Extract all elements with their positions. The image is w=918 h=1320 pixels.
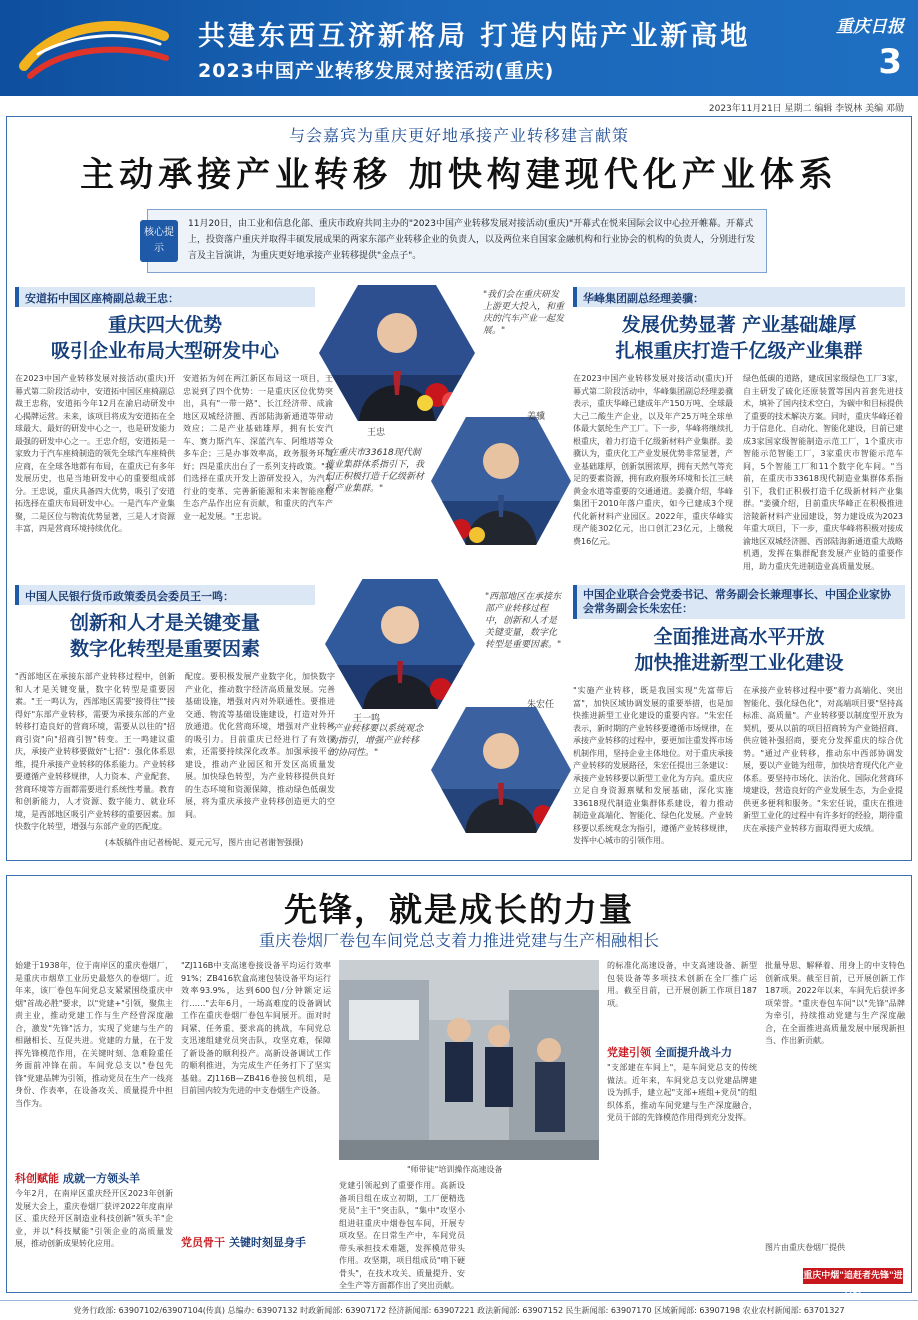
photo-name-wangyiming: 王一鸣 <box>353 714 381 724</box>
subhead-text: 全面提升战斗力 <box>655 1046 732 1059</box>
bottom-subhead-4 <box>607 1044 736 1060</box>
card-title-line2: 扎根重庆打造千亿级产业集群 <box>615 340 863 362</box>
banner-title: 共建东西互济新格局 打造内陆产业新高地 <box>198 21 751 52</box>
card-title-line1: 发展优势显著 产业基础雄厚 <box>621 314 857 336</box>
card-body-b: 安道拓为何在两江新区布局这一项目，王忠说到了四个优势：一是重庆区位优势突出，具有"一带一路"、长江经济带、成渝地区双城经济圈、西部陆海新通道等带动效应；二是产业基础雄厚，拥有长安汽车、赛力斯汽车、深蓝汽车、阿维塔等众多车企；三是办事效率高，政务服务环境好；四是重庆出台了一系列支持政策。"我们选择在重庆开发上游研发投入，为汽车行业的变革、完善新能源和未来智能座舱生态产品作出应有贡献，和重庆的汽车产业一起发展。"王忠说。 <box>183 374 333 521</box>
card-body-b: 在承接产业转移过程中要"着力高端化、突出智能化、强化绿色化"，对高端项目要"坚持高标准、高质量"。产业转移要以制度型开放为契机，要从以前的项目招商转为产业链招商、供应链补强招商，要充分发挥重庆的综合优势。"通过产业转移，推动东中西部协调发展，要以产业链为纽带，加快培育现代化产业体系。要坚持市场化、法治化、国际化营商环境建设，营造良好的产业发展生态，为企业提供更多便利和服务。"朱宏任说，重庆在推进新型工业化的过程中有许多好的经验，期待重庆在承接产业转移方面取得更大成绩。 <box>743 686 903 833</box>
quote-wangzhong: "我们会在重庆研发上游更大投入，和重庆的汽车产业一起发展。" <box>483 290 565 336</box>
quote-wangyiming: "西部地区在承接东部产业转移过程中，创新和人才是关键变量，数字化转型是重要因素。" <box>485 592 562 650</box>
card-body-b: 配度。要积极发展产业数字化，加快数字产业化，推动数字经济高质量发展。完善基础设施，增强对内对外联通性。要推进交通、物流等基础设施建设，打造对外开放通道。优化营商环境，增强对产业转移的吸引力。目前重庆已经进行了有效探索，还需要持续深化改革。加强承接平台建设，推动产业园区和开发区高质量发展。加快绿色转型，为产业转移提供良好的生态环境和资源保障，推动绿色低碳发展，将为重庆承接产业转移创造更大的空间。 <box>185 672 335 819</box>
subhead-label: 党员骨干 <box>181 1236 225 1249</box>
event-logo-icon <box>14 6 174 90</box>
bottom-subheadline: 重庆卷烟厂卷包车间党总支着力推进党建与生产相融相长 <box>258 931 659 950</box>
bottom-feature-section <box>6 875 912 1297</box>
dateline: 2023年11月21日 星期二 编辑 李锐林 美编 邓勋 <box>708 104 904 114</box>
card-body-a: "西部地区在承接东部产业转移过程中，创新和人才是关键变量，数字化转型是重要因素。"王一鸣认为，西部地区需要"接得住""接得好"东部产业转移，需要为承接东部的产业转移打造良好的营商环境，需要从以往的"招商引资"向"招商引智"转变。王一鸣建议重庆，承接产业转移要做好"七招"：强化体系思维，提升承接产业转移的体系能力。产业转移要遵循产业转移规律，人力资本、产业配套、营商环境等方面都需要进行系统性考量。教育和创新能力，人才资源、数字能力、就业环境，是西部地区吸引产业转移的重要因素。加快数字化转型，增强与东部产业的匹配度。 <box>15 672 175 831</box>
speaker-role: 中国人民银行货币政策委员会委员王一鸣： <box>15 585 315 605</box>
quote-jiangji: "在重庆市33618现代制造业集群体系指引下，我们正积极打造千亿级新材料产业集群。" <box>325 448 425 494</box>
photo-zhuhongren <box>431 707 571 833</box>
paper-name: 重庆日报 <box>836 17 904 37</box>
speaker-role: 安道拓中国区座椅副总裁王忠： <box>15 287 315 307</box>
card-title-line2: 数字化转型是重要因素 <box>69 638 260 660</box>
subhead-text: 成就一方领头羊 <box>63 1172 140 1185</box>
banner-subtitle: 2023中国产业转移发展对接活动(重庆) <box>198 60 555 82</box>
bottom-col4-text2: "支部建在车间上"，是车间党总支的传统做法。近年来，车间党总支以党建品牌建设为抓手，建立起"支部+班组+党员"的组织体系，推动车间党建与生产深度融合，党员干部的先锋模范作用得到充分发挥。 <box>607 1063 757 1122</box>
subhead-label: 科创赋能 <box>15 1172 59 1185</box>
event-banner <box>0 0 918 96</box>
speaker-card-zhuhongren <box>573 585 905 855</box>
series-badge: 重庆中烟"追赶者先锋"进行时 <box>803 1268 903 1284</box>
card-body-a: "实施产业转移，既是我国实现"先富带后富"，加快区域协调发展的重要举措，也是加快推进新型工业化建设的重要内容。"朱宏任表示，新时期的产业转移要遵循市场规律，在承接产业转移的过程中，要更加注重发挥市场机制作用，坚持企业主体地位。对于重庆承接产业转移的发展路径，朱宏任提出三条建议：承接产业转移要以新型工业化为方向。重庆应立足自身资源禀赋和发展基础，深化实施33618现代制造业集群体系建设，着力推动制造业高端化、智能化、绿色化发展。产业转移要以系统观念为指引，遵循产业转移规律，发挥中心城市的引领作用。 <box>573 686 733 845</box>
card-title-line2: 加快推进新型工业化建设 <box>634 652 844 674</box>
core-tag: 核心提示 <box>140 220 178 262</box>
page-footer: 党务行政部: 63907102/63907104(传真) 总编办: 63907132 时政新闻部: 63907172 经济新闻部: 63907221 政法新闻部: 63907152 民生新闻部: 63907170 区域新闻部: 63907198 农业农村新闻部: 63701327 <box>0 1300 918 1320</box>
card-body-b: 绿色低碳的道路，建成国家级绿色工厂3家，自主研发了硫化还原装置等国内首套先进技术，填补了国内技术空白，为碳中和目标提供了重要的技术解决方案。同时，重庆华峰还着力于信息化、自动化、智能化建设，目前已建成3家国家级智能制造示范工厂，1个重庆市智能示范智能工厂，3家重庆市智能示范车间，5个智能工厂和11个数字化车间。"当前，在重庆市33618现代制造业集群体系指引下，我们正积极打造千亿级新材料产业集群。"姜骥介绍，目前重庆华峰正在积极推进涪陵新材料产业园建设，努力建设成为2023年重大项目，下一步，重庆华峰将积极对接成渝地区双城经济圈、西部陆海新通道重大战略机遇，发挥在集群配套发展产业链的重要作用，助力重庆先进制造业高质量发展。 <box>743 374 903 571</box>
bottom-headline: 先锋，就是成长的力量 <box>284 890 634 929</box>
bottom-subhead-1 <box>15 1170 144 1186</box>
speaker-card-jiangji <box>573 287 905 572</box>
card-title-line1: 创新和人才是关键变量 <box>69 612 260 634</box>
article-credit: (本版稿件由记者杨铌、夏元元写，图片由记者谢智强摄) <box>105 838 304 847</box>
bottom-col4-text: 的标准化高速设备，中支高速设备、新型包装设备等多项技术创新在全厂推广运用。截至目前，已开展创新工作项目187项。 <box>607 961 757 1008</box>
core-text: 11月20日，由工业和信息化部、重庆市政府共同主办的"2023中国产业转移发展对接活动(重庆)"开幕式在悦来国际会议中心拉开帷幕。开幕式上，投资落户重庆并取得丰硕发展成果的两家东部产业转移企业的负责人，以及两位来自国家金融机构和行业协会的机构的负责人，分别进行发言及主旨演讲，为重庆更好地承接产业转移提供"金点子"。 <box>188 219 756 261</box>
bottom-col1-text: 始建于1938年，位于南岸区的重庆卷烟厂，是重庆市烟草工业历史最悠久的卷烟厂。近年来，该厂卷包车间党总支紧紧围绕重庆中烟"首战必胜"要求，以"党建+"引领，聚焦主责主业，推动党建工作与生产经营深度融合，激发"先锋"活力，实现了党建与生产的相融相长、互促共进。党建的力量，在于发挥先锋模范作用，在关键时刻、急难险重任务面前冲锋在前。车间党总支以"卷包先锋"党建品牌为引领，推动党员在生产一线亮身份、作表率，在设备攻关、质量提升中担当作为。 <box>15 961 173 1108</box>
core-summary-box <box>144 209 767 273</box>
bottom-subhead-2 <box>181 1234 310 1250</box>
photo-name-zhuhongren: 朱宏任 <box>527 700 555 710</box>
bottom-col5-text: 批量导思、解释着、用身上的中支特色创新成果。截至目前，已开展创新工作187项。2022年以来，车间先后获评多项荣誉。"重庆卷包车间"以"先锋"品牌为牵引，持续推动党建与生产深度融合，在全面推进高质量发展中展现新担当、作出新贡献。 <box>765 961 905 1045</box>
bottom-col1-text2: 今年2月，在南岸区重庆经开区2023年创新发展大会上，重庆卷烟厂获评2022年度南岸区、重庆经开区制造业科技创新"领头羊"企业，并以"科技赋能"引领企业的高质量发展，推动创新成果转化应用。 <box>15 1189 173 1248</box>
speaker-role: 华峰集团副总经理姜骥： <box>573 287 905 307</box>
quote-zhuhongren: "产业转移要以系统观念为指引，增强产业转移的协同性。" <box>329 724 424 758</box>
top-kicker: 与会嘉宾为重庆更好地承接产业转移建言献策 <box>288 126 629 145</box>
bottom-col2-text: "ZJ116B中支高速卷接设备平均运行效率91%；ZB416软盒高速包装设备平均运行效率93.9%，达到600包/分钟额定运行……"去年6月，一场高难度的设备调试工作在重庆卷烟厂卷包车间展开。面对时间紧、任务重、要求高的挑战，车间党总支迅速组建党员突击队，攻坚克难，保障了新设备的顺利投产。高新设备调试工作的顺利推进，为完成生产任务打下了坚实基础。ZJ116B—ZB416卷接包机组，是目前国内较为先进的中支卷烟生产设备。 <box>181 961 331 1095</box>
photo-name-jiangji: 姜骥 <box>527 412 546 422</box>
bottom-col3-text: 党建引领起到了重要作用。高新设备项目组在成立初期，工厂便精选党员"主干"突击队，"集中"攻坚小组进驻重庆中烟卷包车间，开展专项攻坚。在日常生产中，车间党员带头承担技术难题，发挥模范带头作用。攻坚期，项目组成员"啃下硬骨头"，在技术攻关、质量提升、安全生产等方面都作出了突出贡献。 <box>339 1181 465 1290</box>
photo-workshop <box>339 960 599 1160</box>
card-title-line1: 全面推进高水平开放 <box>653 626 825 648</box>
card-title-line1: 重庆四大优势 <box>107 314 222 336</box>
photo-name-wangzhong: 王忠 <box>367 428 386 438</box>
subhead-label: 党建引领 <box>607 1046 651 1059</box>
card-body-a: 在2023中国产业转移发展对接活动(重庆)开幕式第二阶段活动中，华峰集团副总经理姜骥表示，重庆华峰已建成年产150万吨、全球最大己二酸生产企业，以及年产25万吨全球单体最大氨纶生产工厂。下一步，华峰将继续扎根重庆，着力打造千亿级新材料产业集群。姜骥认为，重庆化工产业发展优势非常显著，产业基础雄厚，创新氛围浓厚，拥有天然气等充足的要素资源，拥有政府服务环境和长江三峡黄金水道等重要的交通通道。姜骥介绍，华峰集团于2010年落户重庆，如今已建成3个现代化新材料产业园区。2022年，重庆华峰实现产能302亿元，出口创汇23亿元，上缴税费16亿元。 <box>573 374 733 546</box>
page-number: 3 <box>878 42 902 82</box>
card-title-line2: 吸引企业布局大型研发中心 <box>50 340 279 362</box>
photo-jiangji <box>431 417 571 545</box>
top-feature-section <box>6 116 912 861</box>
subhead-text: 关键时刻显身手 <box>229 1236 306 1249</box>
speaker-role: 中国企业联合会党委书记、常务副会长兼理事长、中国企业家协会常务副会长朱宏任： <box>573 585 905 619</box>
card-body-a: 在2023中国产业转移发展对接活动(重庆)开幕式第二阶段活动中，安道拓中国区座椅副总裁王忠称，安道拓今年12月在渝启动研发中心揭牌运营。未来，该项目将成为安道拓在全球最大、最好的研发中心之一，也是研发能力最强的研发中心之一。王忠介绍，安道拓是一家致力于汽车座椅制造的领先全球汽车座椅供应商，在全球各地都有布局，在重庆已有多年发展历史，也是当地研发中心的重要组成部分。王忠说，重庆具备四大优势，吸引了安道拓选择在重庆布局研发中心。一是汽车产业集聚，二是区位与物流优势显著，三是人才资源丰富，四是营商环境持续优化。 <box>15 374 175 533</box>
top-headline: 主动承接产业转移 加快构建现代化产业体系 <box>80 155 838 195</box>
photo-caption: "师带徒"培训操作高速设备 <box>407 1165 503 1174</box>
photo-credit: 图片由重庆卷烟厂提供 <box>765 1243 845 1252</box>
